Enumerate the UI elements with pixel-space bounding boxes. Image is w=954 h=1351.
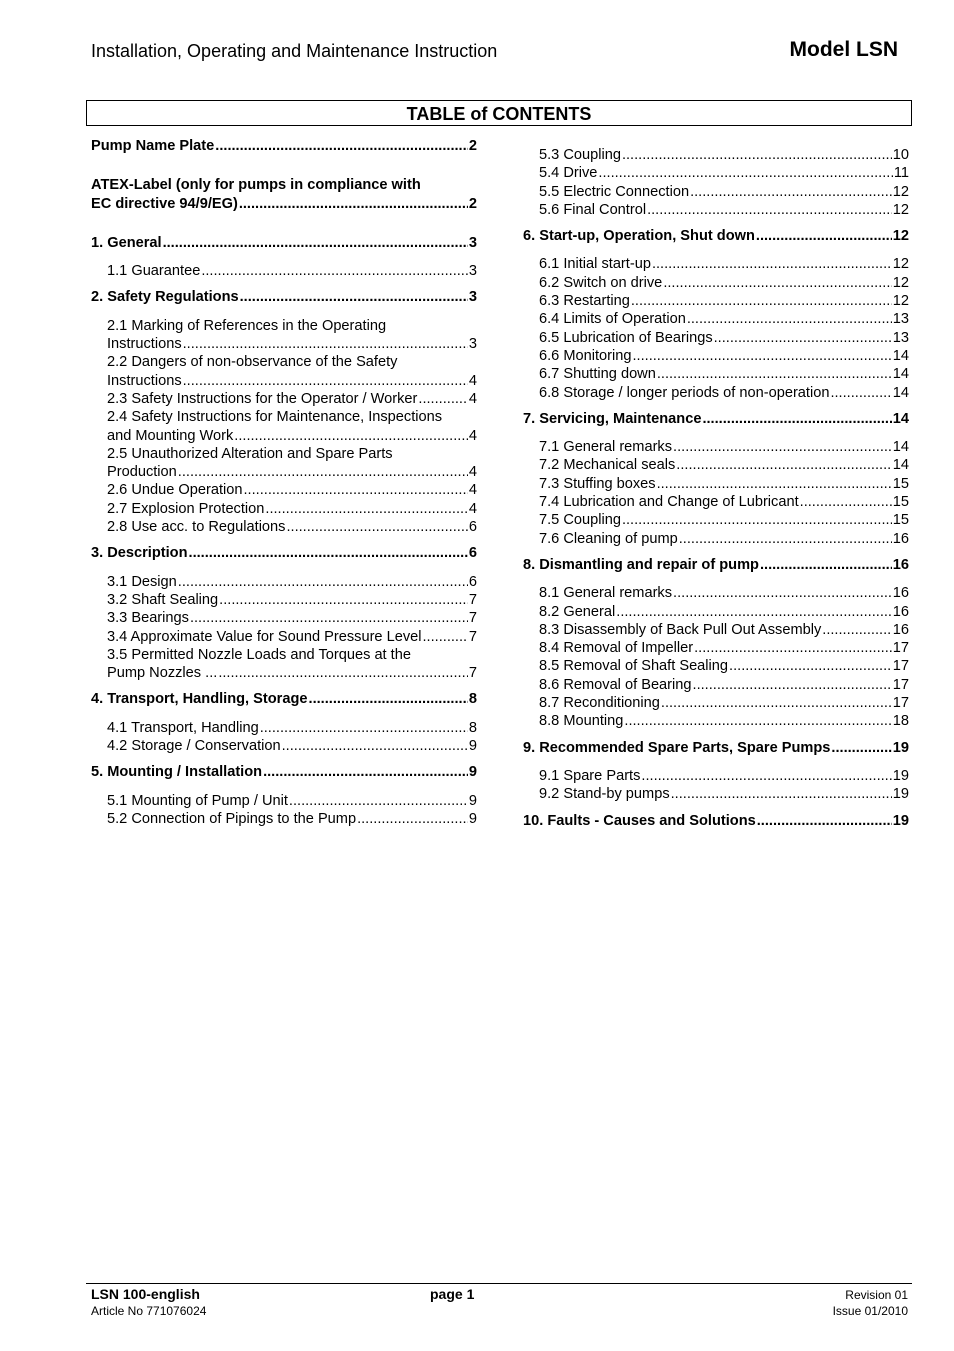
footer-revision: Revision 01 — [845, 1288, 908, 1302]
toc-entry-7-4[interactable]: 7.4 Lubrication and Change of Lubricant ..... 15 — [539, 493, 909, 511]
toc-entry-5-1[interactable]: 5.1 Mounting of Pump / Unit ..... 9 — [107, 792, 477, 810]
toc-entry-6-5[interactable]: 6.5 Lubrication of Bearings ..... 13 — [539, 329, 909, 347]
toc-section-1-items — [91, 262, 477, 280]
toc-entry-pump-name-plate[interactable]: Pump Name Plate ..... 2 — [91, 137, 477, 155]
toc-entry-3-description[interactable]: 3. Description ..... 6 — [91, 544, 477, 562]
toc-entry-2-6[interactable]: 2.6 Undue Operation ..... 4 — [107, 481, 477, 499]
document-title: Installation, Operating and Maintenance Instruction — [91, 41, 498, 61]
toc-entry-6-startup[interactable]: 6. Start-up, Operation, Shut down ..... 12 — [523, 227, 909, 245]
toc-entry-7-1[interactable]: 7.1 General remarks ..... 14 — [539, 438, 909, 456]
toc-entry-9-2[interactable]: 9.2 Stand-by pumps ..... 19 — [539, 785, 909, 803]
toc-entry-10-faults[interactable]: 10. Faults - Causes and Solutions ..... 19 — [523, 812, 909, 830]
toc-entry-7-5[interactable]: 7.5 Coupling ..... 15 — [539, 511, 909, 529]
toc-entry-2-5[interactable]: 2.5 Unauthorized Alteration and Spare Parts Production ..... 4 — [107, 445, 477, 482]
toc-entry-3-5[interactable]: 3.5 Permitted Nozzle Loads and Torques at the Pump Nozzles ... ..... 7 — [107, 646, 477, 683]
toc-entry-7-servicing[interactable]: 7. Servicing, Maintenance ..... 14 — [523, 410, 909, 428]
toc-right-column — [523, 146, 909, 840]
toc-entry-6-2[interactable]: 6.2 Switch on drive ..... 12 — [539, 274, 909, 292]
toc-entry-4-2[interactable]: 4.2 Storage / Conservation ..... 9 — [107, 737, 477, 755]
toc-entry-8-4[interactable]: 8.4 Removal of Impeller ..... 17 — [539, 639, 909, 657]
toc-entry-5-6[interactable]: 5.6 Final Control ..... 12 — [539, 201, 909, 219]
toc-entry-2-safety[interactable]: 2. Safety Regulations ..... 3 — [91, 288, 477, 306]
toc-entry-8-1[interactable]: 8.1 General remarks ..... 16 — [539, 584, 909, 602]
toc-section-8-items — [523, 584, 909, 730]
toc-section-3-items — [91, 573, 477, 683]
toc-section-7-items — [523, 438, 909, 548]
toc-entry-3-3[interactable]: 3.3 Bearings ..... 7 — [107, 609, 477, 627]
toc-entry-8-6[interactable]: 8.6 Removal of Bearing ..... 17 — [539, 676, 909, 694]
toc-entry-2-1[interactable]: 2.1 Marking of References in the Operating Instructions ..... 3 — [107, 317, 477, 354]
toc-entry-6-1[interactable]: 6.1 Initial start-up ..... 12 — [539, 255, 909, 273]
toc-entry-9-1[interactable]: 9.1 Spare Parts ..... 19 — [539, 767, 909, 785]
toc-entry-6-4[interactable]: 6.4 Limits of Operation ..... 13 — [539, 310, 909, 328]
toc-entry-8-7[interactable]: 8.7 Reconditioning ..... 17 — [539, 694, 909, 712]
toc-entry-6-7[interactable]: 6.7 Shutting down ..... 14 — [539, 365, 909, 383]
toc-entry-7-2[interactable]: 7.2 Mechanical seals ..... 14 — [539, 456, 909, 474]
toc-entry-6-8[interactable]: 6.8 Storage / longer periods of non-operation ..... 14 — [539, 384, 909, 402]
toc-entry-7-3[interactable]: 7.3 Stuffing boxes ..... 15 — [539, 475, 909, 493]
toc-entry-9-spare-parts[interactable]: 9. Recommended Spare Parts, Spare Pumps ..... 19 — [523, 739, 909, 757]
toc-entry-5-4[interactable]: 5.4 Drive ..... 11 — [539, 164, 909, 182]
toc-title: TABLE of CONTENTS — [86, 100, 912, 126]
toc-entry-2-2[interactable]: 2.2 Dangers of non-observance of the Safety Instructions ..... 4 — [107, 353, 477, 390]
toc-entry-5-3[interactable]: 5.3 Coupling ..... 10 — [539, 146, 909, 164]
footer-page-number: page 1 — [430, 1286, 475, 1302]
toc-section-2-items — [91, 317, 477, 537]
toc-entry-8-5[interactable]: 8.5 Removal of Shaft Sealing ..... 17 — [539, 657, 909, 675]
toc-entry-2-8[interactable]: 2.8 Use acc. to Regulations ..... 6 — [107, 518, 477, 536]
toc-entry-6-6[interactable]: 6.6 Monitoring ..... 14 — [539, 347, 909, 365]
toc-entry-4-transport[interactable]: 4. Transport, Handling, Storage ..... 8 — [91, 690, 477, 708]
model-name: Model LSN — [789, 38, 898, 61]
toc-entry-1-general[interactable]: 1. General ..... 3 — [91, 234, 477, 252]
toc-entry-2-4[interactable]: 2.4 Safety Instructions for Maintenance, Inspections and Mounting Work ..... 4 — [107, 408, 477, 445]
footer-divider — [86, 1283, 912, 1284]
toc-entry-3-4[interactable]: 3.4 Approximate Value for Sound Pressure Level ..... 7 — [107, 628, 477, 646]
toc-section-6-items — [523, 255, 909, 401]
toc-section-4-items — [91, 719, 477, 756]
toc-entry-2-7[interactable]: 2.7 Explosion Protection ..... 4 — [107, 500, 477, 518]
footer-article-number: Article No 771076024 — [91, 1304, 207, 1318]
toc-entry-5-mounting[interactable]: 5. Mounting / Installation ..... 9 — [91, 763, 477, 781]
toc-entry-3-2[interactable]: 3.2 Shaft Sealing ..... 7 — [107, 591, 477, 609]
toc-section-9-items — [523, 767, 909, 804]
toc-entry-6-3[interactable]: 6.3 Restarting ..... 12 — [539, 292, 909, 310]
toc-entry-atex-label[interactable]: ATEX-Label (only for pumps in compliance with EC directive 94/9/EG) ..... 2 — [91, 176, 477, 213]
toc-entry-2-3[interactable]: 2.3 Safety Instructions for the Operator / Worker ..... 4 — [107, 390, 477, 408]
toc-section-5-items — [91, 792, 477, 829]
toc-section-5-continued — [523, 146, 909, 219]
toc-entry-8-8[interactable]: 8.8 Mounting ..... 18 — [539, 712, 909, 730]
toc-entry-7-6[interactable]: 7.6 Cleaning of pump ..... 16 — [539, 530, 909, 548]
toc-entry-8-3[interactable]: 8.3 Disassembly of Back Pull Out Assembly ..... 16 — [539, 621, 909, 639]
toc-entry-5-5[interactable]: 5.5 Electric Connection ..... 12 — [539, 183, 909, 201]
toc-entry-5-2[interactable]: 5.2 Connection of Pipings to the Pump ..... 9 — [107, 810, 477, 828]
toc-entry-8-dismantling[interactable]: 8. Dismantling and repair of pump ..... 16 — [523, 556, 909, 574]
footer-document-id: LSN 100-english — [91, 1286, 200, 1302]
footer-issue: Issue 01/2010 — [832, 1304, 908, 1318]
toc-entry-3-1[interactable]: 3.1 Design ..... 6 — [107, 573, 477, 591]
toc-left-column — [91, 137, 477, 836]
toc-entry-4-1[interactable]: 4.1 Transport, Handling ..... 8 — [107, 719, 477, 737]
toc-entry-8-2[interactable]: 8.2 General ..... 16 — [539, 603, 909, 621]
toc-entry-1-1[interactable]: 1.1 Guarantee ..... 3 — [107, 262, 477, 280]
